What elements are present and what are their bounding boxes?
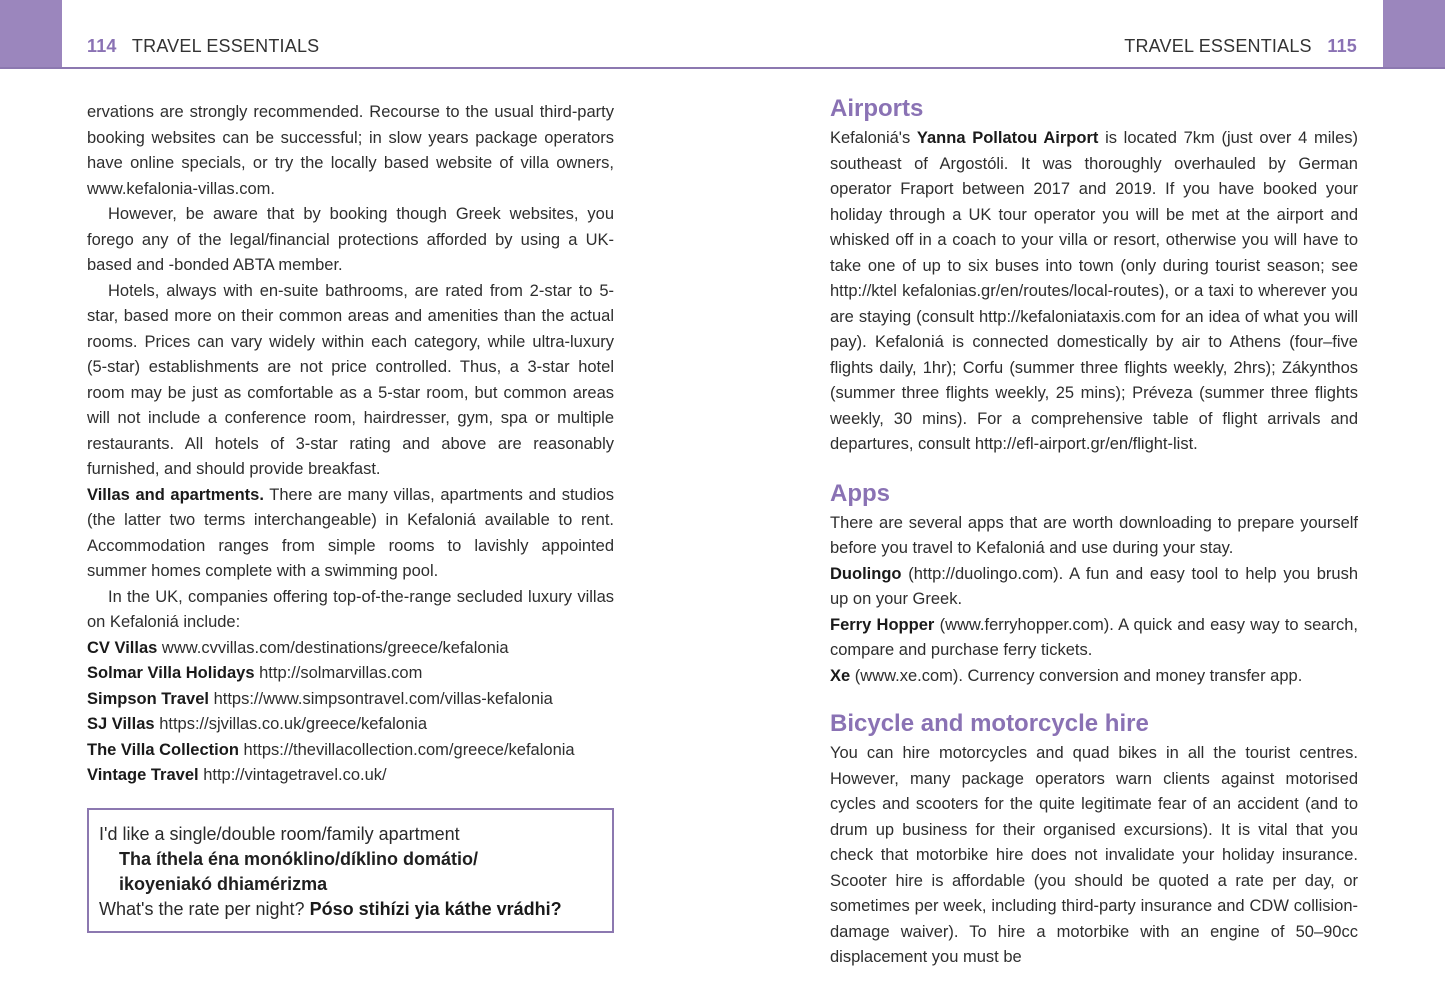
right-page-number: 115 [1327, 36, 1357, 56]
left-page-column [87, 100, 614, 789]
phrase-rate-english: What's the rate per night? [99, 899, 310, 919]
villa-entry [87, 636, 614, 662]
app-entry [830, 664, 1358, 690]
villa-entry [87, 712, 614, 738]
paragraph-reservations: ervations are strongly recommended. Recourse to the usual third-party booking websites can be successful; in slow years package operators have online specials, or try the locally based website of villa owners, www.kefalonia-villas.com. [87, 103, 614, 198]
app-entry [830, 562, 1358, 613]
left-running-head [87, 36, 319, 57]
villa-name: Vintage Travel [87, 766, 199, 784]
paragraph-apps-intro: There are several apps that are worth downloading to prepare yourself before you travel to Kefaloniá and use during your stay. [830, 513, 1358, 557]
paragraph-airports [830, 126, 1358, 458]
phrase-room-greek-line2: ikoyeniakó dhiamérizma [119, 874, 328, 894]
airport-name: Yanna Pollatou Airport [916, 129, 1099, 147]
villa-url[interactable]: https://sjvillas.co.uk/greece/kefalonia [159, 715, 427, 733]
app-text: (www.xe.com). Currency conversion and money transfer app. [850, 666, 1303, 685]
phrase-room-english: I'd like a single/double room/family apartment [99, 824, 460, 844]
villa-url[interactable]: https://www.simpsontravel.com/villas-kefalonia [213, 689, 553, 708]
villas-text: There are many villas, apartments and studios (the latter two terms interchangeable) in Kefaloniá available to rent. Accommodation ranges from simple rooms to lavishly appointed summer homes complete with a swimming pool. [87, 485, 614, 580]
phrase-room-greek-line1: Tha íthela éna monóklino/díklino domátio/ [119, 849, 479, 869]
villa-url[interactable]: http://vintagetravel.co.uk/ [203, 766, 387, 784]
left-corner-tab [0, 0, 62, 69]
left-page-number: 114 [87, 36, 117, 56]
section-gap [830, 689, 1358, 707]
villa-entry [87, 738, 614, 764]
villa-entry [87, 687, 614, 713]
airports-text: is located 7km (just over 4 miles) southeast of Argostóli. It was thoroughly overhauled by German operator Fraport between 2017 and 2019. If you have booked your holiday through a UK tour operator you will be met at the airport and whisked off in a coach to your villa or resort, otherwise you will have to take one of up to six buses into town (only during tourist season; see http://ktel kefalonias.gr/en/routes/local-routes), or a taxi to wherever you are staying (consult http://kefaloniataxis.com for an idea of what you will pay). Kefaloniá is connected domestically by air to Athens (four–five flights daily, 1hr); Corfu (summer three flights weekly, 2hrs); Zákynthos (summer three flights weekly, 25 mins); Préveza (summer three flights weekly, 30 mins). For a comprehensive table of flight arrivals and departures, consult http://efl-airport.gr/en/flight-list. [830, 129, 1358, 453]
right-corner-tab [1383, 0, 1445, 69]
villa-entry [87, 763, 614, 789]
villa-url[interactable]: https://thevillacollection.com/greece/kefalonia [243, 740, 575, 759]
left-section-title: TRAVEL ESSENTIALS [131, 36, 320, 56]
app-name: Duolingo [830, 564, 902, 583]
villa-name: Solmar Villa Holidays [87, 664, 255, 682]
header-rule [0, 67, 1445, 69]
villa-entry [87, 661, 614, 687]
paragraph-greek-websites: However, be aware that by booking though Greek websites, you forego any of the legal/financial protections afforded by using a UK-based and -bonded ABTA member. [87, 205, 614, 274]
villa-name: SJ Villas [87, 715, 155, 733]
phrase-rate [99, 897, 602, 922]
heading-apps: Apps [830, 479, 890, 507]
paragraph-bicycle-hire: You can hire motorcycles and quad bikes in all the tourist centres. However, many package operators warn clients against motorised cycles and scooters for the quite legitimate fear of an accident (and to drum up business for their organised excursions). It is vital that you check that motorbike hire does not invalidate your holiday insurance. Scooter hire is affordable (you should be quoted a rate per day, or sometimes per week, including third-party insurance and CDW collision-damage waiver). To hire a motorbike with an engine of 50–90cc displacement you must be [830, 744, 1358, 966]
villa-name: The Villa Collection [87, 740, 239, 759]
villa-name: Simpson Travel [87, 689, 209, 708]
villa-url[interactable]: www.cvvillas.com/destinations/greece/kefalonia [161, 638, 509, 657]
villa-url[interactable]: http://solmarvillas.com [259, 664, 423, 682]
airports-pre: Kefaloniá's [830, 129, 917, 147]
right-running-head [1124, 36, 1357, 57]
app-entry [830, 613, 1358, 664]
villa-name: CV Villas [87, 638, 158, 657]
paragraph-uk-companies: In the UK, companies offering top-of-the-range secluded luxury villas on Kefaloniá include: [87, 587, 614, 631]
paragraph-villas-apartments [87, 483, 614, 585]
section-gap [830, 458, 1358, 477]
app-text: (http://duolingo.com). A fun and easy tool to help you brush up on your Greek. [830, 564, 1358, 608]
paragraph-hotels: Hotels, always with en-suite bathrooms, are rated from 2-star to 5-star, based more on their common areas and amenities than the actual rooms. Prices can vary widely within each category, while ultra-luxury (5-star) establishments are not price controlled. Thus, a 3-star hotel room may be just as comfortable as a 5-star room, but common areas will not include a conference room, hairdresser, gym, spa or multiple restaurants. All hotels of 3-star rating and above are reasonably furnished, and should provide breakfast. [87, 281, 614, 478]
phrase-rate-greek: Póso stihízi yia káthe vrádhi? [309, 899, 562, 919]
right-section-title: TRAVEL ESSENTIALS [1124, 36, 1312, 56]
app-text: (www.ferryhopper.com). A quick and easy way to search, compare and purchase ferry tickets. [830, 615, 1358, 659]
villas-lead: Villas and apartments. [87, 485, 264, 504]
phrase-box [87, 808, 614, 933]
right-page-column [830, 92, 1358, 971]
heading-bicycle-hire: Bicycle and motorcycle hire [830, 710, 1149, 737]
app-name: Xe [830, 666, 851, 685]
app-name: Ferry Hopper [830, 615, 935, 634]
heading-airports: Airports [830, 95, 924, 122]
